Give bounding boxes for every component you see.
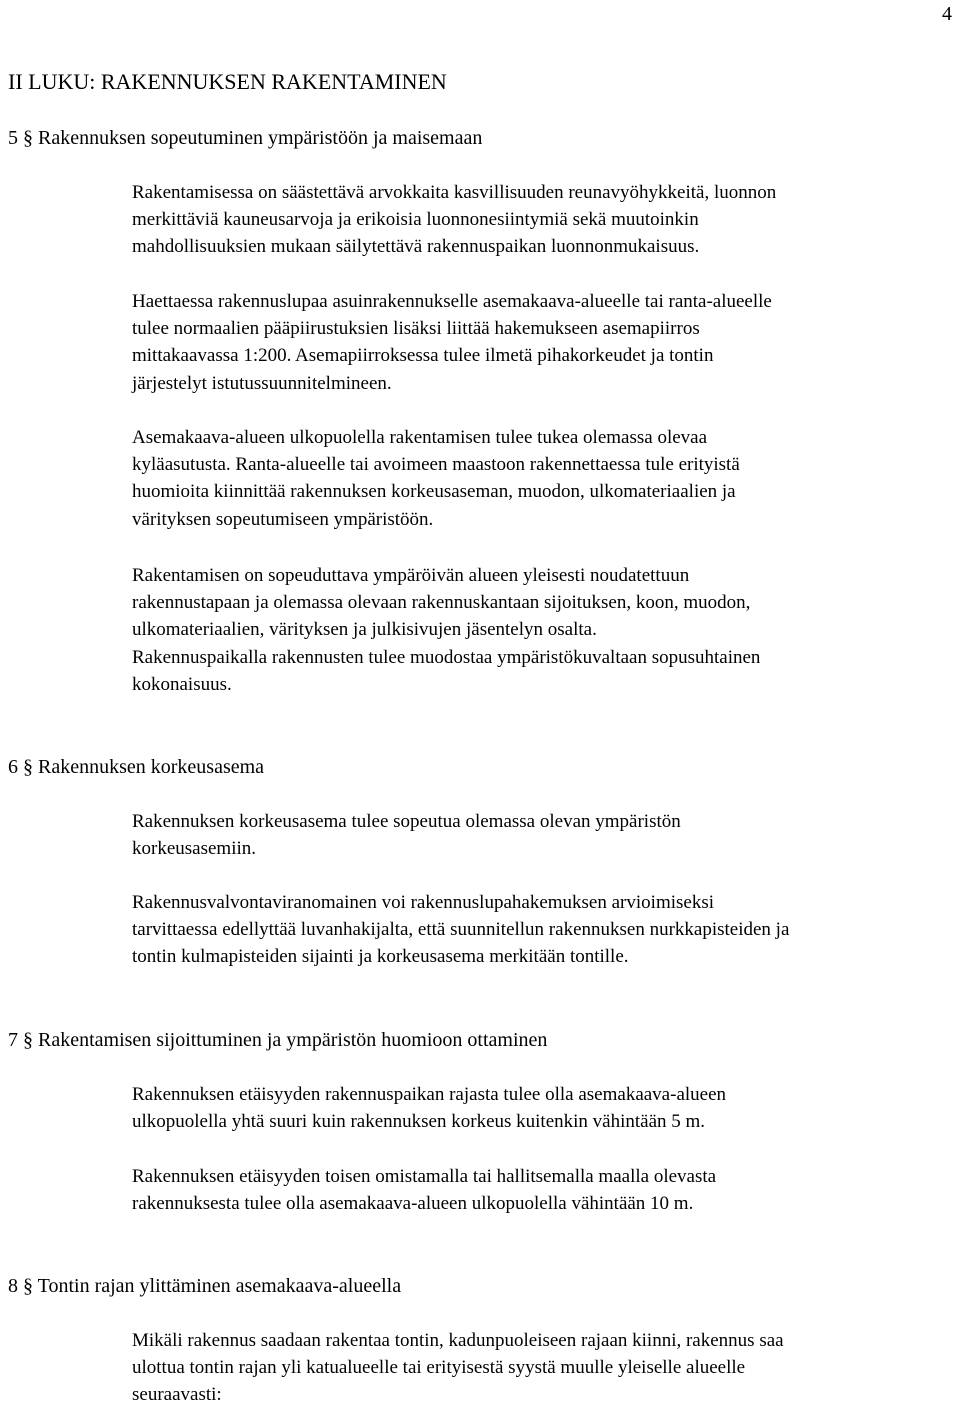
text-line: merkittäviä kauneusarvoja ja erikoisia luonnonesiintymiä sekä muutoinkin (132, 209, 699, 231)
text-line: Rakentamisessa on säästettävä arvokkaita kasvillisuuden reunavyöhykkeitä, luonnon (132, 182, 777, 203)
section-5-paragraph-4 (132, 562, 958, 698)
text-line: mahdollisuuksien mukaan säilytettävä rakennuspaikan luonnonmukaisuus. (132, 236, 700, 258)
text-line: mittakaavassa 1:200. Asemapiirroksessa tulee ilmetä pihakorkeudet ja tontin (132, 345, 714, 367)
text-line: Rakennuspaikalla rakennusten tulee muodostaa ympäristökuvaltaan sopusuhtainen (132, 646, 761, 668)
text-line: kokonaisuus. (132, 673, 232, 695)
text-line: ulottua tontin rajan yli katualueelle tai erityisestä syystä muulle yleiselle alueelle (132, 1357, 746, 1379)
section-8-paragraph-1 (132, 1327, 958, 1409)
text-line: Rakennuksen etäisyyden toisen omistamalla tai hallitsemalla maalla olevasta (132, 1166, 717, 1187)
text-line: Rakennuksen etäisyyden rakennuspaikan rajasta tulee olla asemakaava-alueen (132, 1084, 727, 1105)
text-line: tontin kulmapisteiden sijainti ja korkeusasema merkitään tontille. (132, 946, 629, 968)
text-line: kyläasutusta. Ranta-alueelle tai avoimeen maastoon rakennettaessa tule erityistä (132, 454, 740, 476)
section-7-heading: 7 § Rakentamisen sijoittuminen ja ympäristön huomioon ottaminen (8, 1029, 548, 1051)
text-line: Rakennusvalvontaviranomainen voi rakennuslupahakemuksen arvioimiseksi (132, 892, 714, 913)
page-number: 4 (942, 3, 952, 25)
text-line: korkeusasemiin. (132, 838, 257, 860)
text-line: tarvittaessa edellyttää luvanhakijalta, että suunnitellun rakennuksen nurkkapisteiden ja (132, 919, 790, 941)
section-5-heading: 5 § Rakennuksen sopeutuminen ympäristöön ja maisemaan (8, 127, 483, 149)
text-line: ulkopuolella yhtä suuri kuin rakennuksen korkeus kuitenkin vähintään 5 m. (132, 1111, 706, 1133)
section-7-paragraph-1 (132, 1081, 958, 1135)
text-line: rakennuksesta tulee olla asemakaava-alueen ulkopuolella vähintään 10 m. (132, 1193, 694, 1215)
text-line: rakennustapaan ja olemassa olevaan rakennuskantaan sijoituksen, koon, muodon, (132, 592, 751, 614)
text-line: Mikäli rakennus saadaan rakentaa tontin, kadunpuoleiseen rajaan kiinni, rakennus saa (132, 1330, 784, 1351)
section-6-heading: 6 § Rakennuksen korkeusasema (8, 756, 265, 778)
text-line: seuraavasti: (132, 1384, 222, 1406)
text-line: Rakennuksen korkeusasema tulee sopeutua olemassa olevan ympäristön (132, 811, 681, 832)
text-line: Asemakaava-alueen ulkopuolella rakentamisen tulee tukea olemassa olevaa (132, 427, 708, 448)
text-line: huomioita kiinnittää rakennuksen korkeusaseman, muodon, ulkomateriaalien ja (132, 481, 736, 503)
section-7-paragraph-2 (132, 1163, 958, 1217)
chapter-title: II LUKU: RAKENNUKSEN RAKENTAMINEN (8, 69, 447, 94)
text-line: värityksen sopeutumiseen ympäristöön. (132, 508, 434, 530)
text-line: Rakentamisen on sopeuduttava ympäröivän alueen yleisesti noudatettuun (132, 565, 690, 586)
text-line: tulee normaalien pääpiirustuksien lisäksi liittää hakemukseen asemapiirros (132, 318, 700, 340)
section-6-paragraph-1 (132, 808, 958, 862)
text-line: Haettaessa rakennuslupaa asuinrakennukselle asemakaava-alueelle tai ranta-alueelle (132, 291, 772, 312)
section-8-heading: 8 § Tontin rajan ylittäminen asemakaava-alueella (8, 1275, 402, 1297)
section-5-paragraph-1 (132, 179, 958, 261)
text-line: järjestelyt istutussuunnitelmineen. (132, 372, 392, 394)
section-5-paragraph-3 (132, 424, 958, 533)
section-5-paragraph-2 (132, 288, 958, 397)
section-6-paragraph-2 (132, 889, 958, 971)
text-line: ulkomateriaalien, värityksen ja julkisivujen jäsentelyn osalta. (132, 619, 597, 641)
